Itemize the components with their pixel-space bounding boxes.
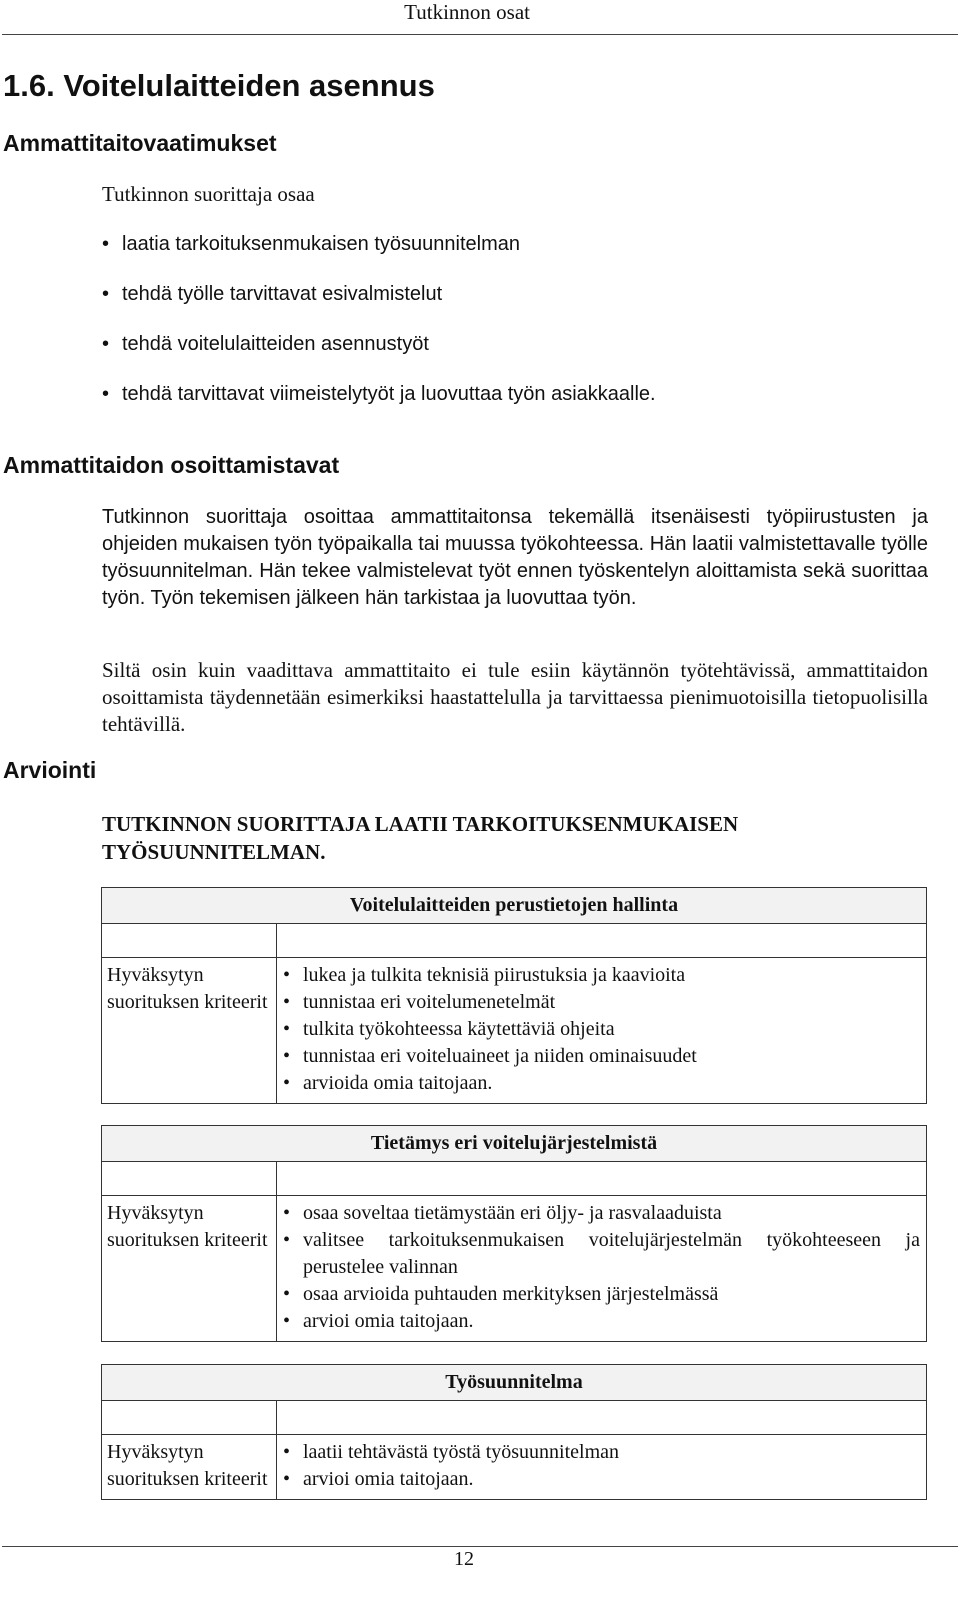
- criteria-label: Hyväksytyn suorituksen kriteerit: [102, 1196, 277, 1342]
- footer-divider: [2, 1546, 958, 1547]
- criteria-table-basics: [101, 887, 927, 1104]
- list-item: • tehdä tarvittavat viimeistelytyöt ja luovuttaa työn asiakkaalle.: [102, 380, 656, 430]
- list-item: • laatii tehtävästä työstä työsuunnitelman: [283, 1439, 920, 1466]
- list-item: • tulkita työkohteessa käytettäviä ohjeita: [283, 1016, 920, 1043]
- criteria-table-work-plan: [101, 1364, 927, 1500]
- requirements-list: [102, 230, 656, 430]
- criteria-cell: [277, 1196, 927, 1342]
- criteria-list: [283, 1439, 920, 1493]
- table-title: Työsuunnitelma: [102, 1365, 927, 1401]
- criteria-table-systems: [101, 1125, 927, 1342]
- criteria-label: Hyväksytyn suorituksen kriteerit: [102, 1435, 277, 1500]
- list-item: • tehdä työlle tarvittavat esivalmistelut: [102, 280, 656, 330]
- requirements-intro: Tutkinnon suorittaja osaa: [102, 182, 315, 206]
- table-spacer: [277, 924, 927, 958]
- table-spacer: [102, 1401, 277, 1435]
- page-number: 12: [454, 1548, 474, 1570]
- demonstration-paragraph: Tutkinnon suorittaja osoittaa ammattitaitonsa tekemällä itsenäisesti työpiirustusten ja ohjeiden mukaisen työn työpaikalla tai muussa työkohteessa. Hän laatii valmistettavalle työlle työsuunnitelman. Hän tekee valmistelevat työt ennen työskentelyn aloittamista sekä suorittaa työn. Työn tekemisen jälkeen hän tarkistaa ja luovuttaa työn.: [102, 506, 928, 609]
- table-spacer: [277, 1401, 927, 1435]
- demonstration-heading: Ammattitaidon osoittamistavat: [3, 452, 340, 478]
- list-item: • osaa soveltaa tietämystään eri öljy- ja rasvalaaduista: [283, 1200, 920, 1227]
- table-spacer: [102, 924, 277, 958]
- list-item: • valitsee tarkoituksenmukaisen voitelujärjestelmän työkohteeseen ja perustelee valinnan: [283, 1227, 920, 1281]
- table-title: Voitelulaitteiden perustietojen hallinta: [102, 888, 927, 924]
- table-spacer: [102, 1162, 277, 1196]
- table-spacer: [277, 1162, 927, 1196]
- criteria-label: Hyväksytyn suorituksen kriteerit: [102, 958, 277, 1104]
- list-item: • tunnistaa eri voitelumenetelmät: [283, 989, 920, 1016]
- requirements-heading: Ammattitaitovaatimukset: [3, 130, 277, 156]
- list-item: • tehdä voitelulaitteiden asennustyöt: [102, 330, 656, 380]
- header-divider: [2, 34, 958, 35]
- criteria-cell: [277, 1435, 927, 1500]
- table-title: Tietämys eri voitelujärjestelmistä: [102, 1126, 927, 1162]
- assessment-target-heading: TUTKINNON SUORITTAJA LAATII TARKOITUKSENMUKAISEN TYÖSUUNNITELMAN.: [102, 812, 739, 864]
- assessment-heading: Arviointi: [3, 757, 97, 783]
- list-item: • osaa arvioida puhtauden merkityksen järjestelmässä: [283, 1281, 920, 1308]
- list-item: • laatia tarkoituksenmukaisen työsuunnitelman: [102, 230, 656, 280]
- list-item: • lukea ja tulkita teknisiä piirustuksia ja kaavioita: [283, 962, 920, 989]
- criteria-cell: [277, 958, 927, 1104]
- running-header: Tutkinnon osat: [404, 0, 530, 24]
- list-item: • tunnistaa eri voiteluaineet ja niiden ominaisuudet: [283, 1043, 920, 1070]
- list-item: • arvioi omia taitojaan.: [283, 1466, 920, 1493]
- supplementary-paragraph: Siltä osin kuin vaadittava ammattitaito ei tule esiin käytännön työtehtävissä, ammattitaidon osoittamista täydennetään esimerkiksi haastattelulla ja tarvittaessa pienimuotoisilla tietopuolisilla tehtävillä.: [102, 658, 928, 736]
- criteria-list: [283, 1200, 920, 1335]
- section-title: 1.6. Voitelulaitteiden asennus: [3, 68, 435, 103]
- criteria-list: [283, 962, 920, 1097]
- list-item: • arvioi omia taitojaan.: [283, 1308, 920, 1335]
- list-item: • arvioida omia taitojaan.: [283, 1070, 920, 1097]
